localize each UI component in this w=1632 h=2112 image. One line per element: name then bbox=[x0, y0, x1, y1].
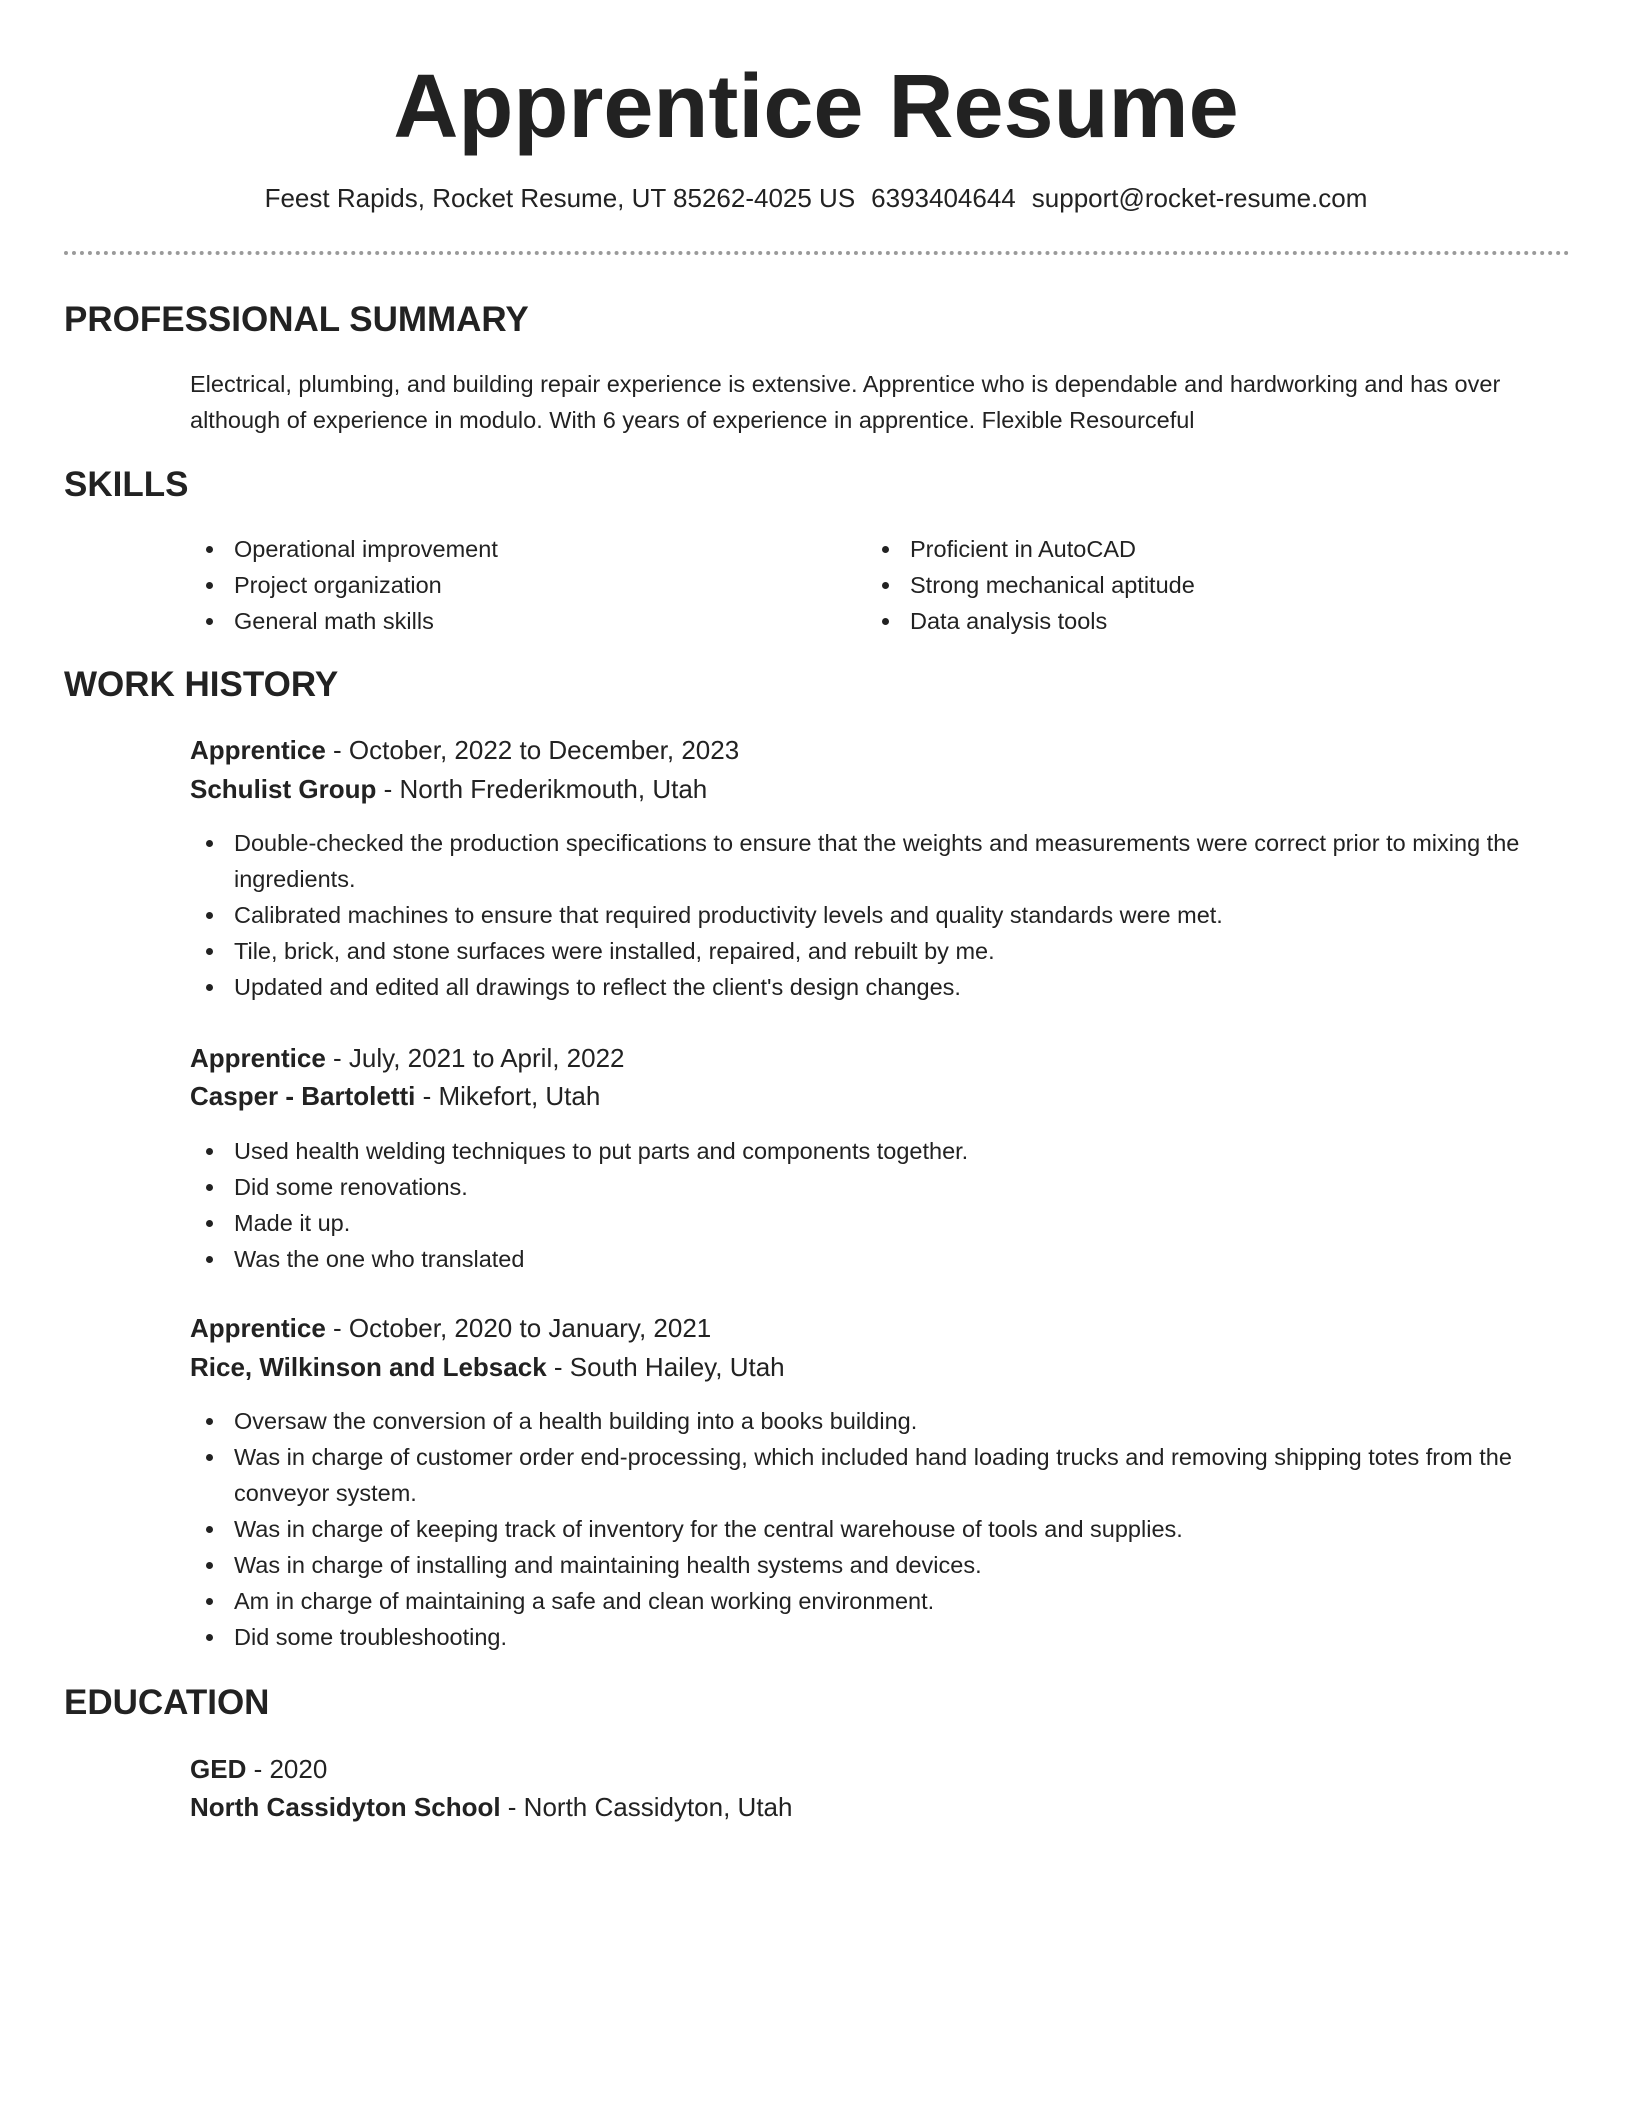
skill-item: Project organization bbox=[190, 567, 830, 603]
education-heading: EDUCATION bbox=[64, 1683, 270, 1722]
job-bullet: Calibrated machines to ensure that required productivity levels and quality standards were met. bbox=[190, 897, 1570, 933]
work-heading: WORK HISTORY bbox=[64, 665, 339, 704]
job-dates: - October, 2022 to December, 2023 bbox=[325, 735, 740, 765]
job-company-line bbox=[190, 1077, 600, 1115]
job-bullets bbox=[190, 825, 1570, 1005]
job-bullet: Was in charge of installing and maintaining health systems and devices. bbox=[190, 1547, 1570, 1583]
job-company-line bbox=[190, 770, 707, 808]
job-dates: - July, 2021 to April, 2022 bbox=[325, 1043, 625, 1073]
job-bullet: Double-checked the production specifications to ensure that the weights and measurements were correct prior to mixing the ingredients. bbox=[190, 825, 1570, 897]
contact-address: Feest Rapids, Rocket Resume, UT 85262-4025 US bbox=[264, 183, 856, 213]
education-school-line bbox=[190, 1788, 792, 1826]
job-company: Casper - Bartoletti bbox=[190, 1081, 416, 1111]
job-location: - Mikefort, Utah bbox=[415, 1081, 601, 1111]
job-title: Apprentice bbox=[190, 1313, 326, 1343]
skill-item: General math skills bbox=[190, 603, 830, 639]
summary-heading: PROFESSIONAL SUMMARY bbox=[64, 300, 529, 339]
job-bullet: Am in charge of maintaining a safe and clean working environment. bbox=[190, 1583, 1570, 1619]
contact-line bbox=[0, 180, 1632, 216]
job-bullet: Oversaw the conversion of a health building into a books building. bbox=[190, 1403, 1570, 1439]
job-title: Apprentice bbox=[190, 735, 326, 765]
job-bullet: Made it up. bbox=[190, 1205, 1570, 1241]
job-bullet: Did some renovations. bbox=[190, 1169, 1570, 1205]
education-year: - 2020 bbox=[246, 1754, 328, 1784]
education-degree-line bbox=[190, 1750, 327, 1788]
summary-text: Electrical, plumbing, and building repair experience is extensive. Apprentice who is dependable and hardworking and has over although of experience in modulo. With 6 years of experience in apprentice. Flexible Resourceful bbox=[190, 371, 1501, 433]
job-bullet: Did some troubleshooting. bbox=[190, 1619, 1570, 1655]
job-bullet: Tile, brick, and stone surfaces were installed, repaired, and rebuilt by me. bbox=[190, 933, 1570, 969]
job-bullets bbox=[190, 1403, 1570, 1655]
job-location: - South Hailey, Utah bbox=[546, 1352, 785, 1382]
job-location: - North Frederikmouth, Utah bbox=[376, 774, 708, 804]
education-location: - North Cassidyton, Utah bbox=[500, 1792, 793, 1822]
resume-title: Apprentice Resume bbox=[393, 57, 1239, 157]
education-degree: GED bbox=[190, 1754, 247, 1784]
header-divider bbox=[64, 251, 1570, 255]
contact-email: support@rocket-resume.com bbox=[1031, 183, 1368, 213]
job-bullet: Was in charge of customer order end-processing, which included hand loading trucks and removing shipping totes from the conveyor system. bbox=[190, 1439, 1570, 1511]
job-title-line bbox=[190, 1039, 625, 1077]
job-bullets bbox=[190, 1133, 1570, 1277]
skills-list-right bbox=[866, 531, 1506, 639]
education-school: North Cassidyton School bbox=[190, 1792, 501, 1822]
skill-item: Operational improvement bbox=[190, 531, 830, 567]
job-bullet: Was in charge of keeping track of inventory for the central warehouse of tools and supplies. bbox=[190, 1511, 1570, 1547]
job-bullet: Was the one who translated bbox=[190, 1241, 1570, 1277]
skills-list-left bbox=[190, 531, 830, 639]
skill-item: Proficient in AutoCAD bbox=[866, 531, 1506, 567]
contact-phone: 6393404644 bbox=[871, 183, 1016, 213]
job-dates: - October, 2020 to January, 2021 bbox=[325, 1313, 712, 1343]
skill-item: Strong mechanical aptitude bbox=[866, 567, 1506, 603]
job-bullet: Used health welding techniques to put parts and components together. bbox=[190, 1133, 1570, 1169]
job-company-line bbox=[190, 1348, 785, 1386]
job-company: Rice, Wilkinson and Lebsack bbox=[190, 1352, 547, 1382]
job-bullet: Updated and edited all drawings to reflect the client's design changes. bbox=[190, 969, 1570, 1005]
job-title-line bbox=[190, 1309, 711, 1347]
skills-heading: SKILLS bbox=[64, 465, 189, 504]
job-title: Apprentice bbox=[190, 1043, 326, 1073]
job-title-line bbox=[190, 731, 739, 769]
skill-item: Data analysis tools bbox=[866, 603, 1506, 639]
job-company: Schulist Group bbox=[190, 774, 377, 804]
